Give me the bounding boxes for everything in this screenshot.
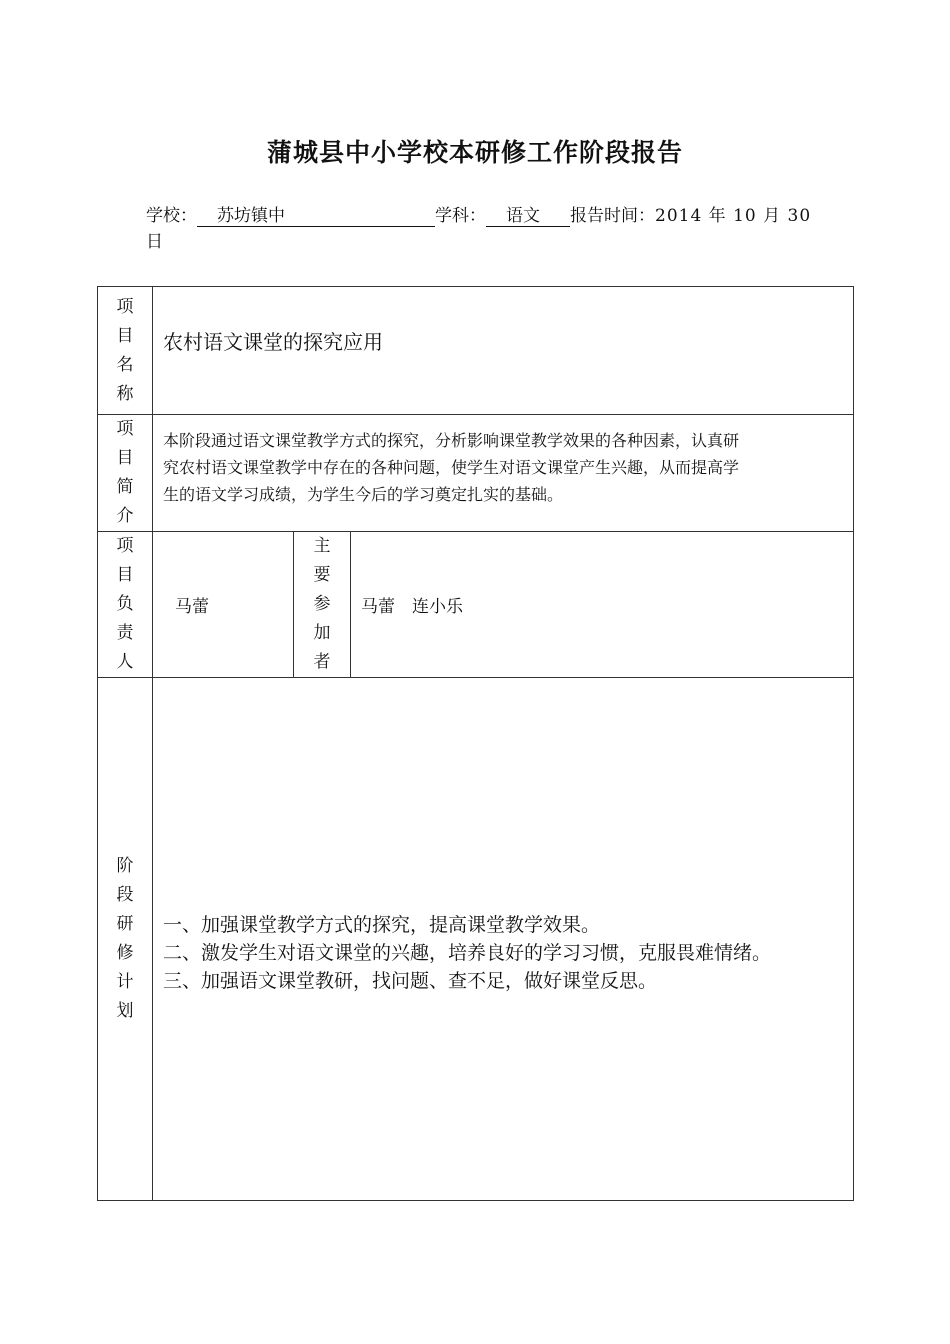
project-name-label: 项 目 名 称: [98, 287, 153, 415]
report-date-label: 报告时间：: [570, 206, 655, 226]
report-date-value: 2014 年 10 月 30: [655, 206, 812, 226]
project-people-row: [98, 532, 854, 678]
stage-plan-label: 阶 段 研 修 计 划: [98, 678, 153, 1201]
project-leader-value: 马蕾: [153, 532, 294, 678]
report-meta: [146, 203, 826, 255]
school-value: 苏坊镇中: [197, 206, 435, 227]
school-label: 学校：: [146, 206, 197, 226]
main-participants-label: 主 要 参 加 者: [294, 532, 351, 678]
plan-line: 一、加强课堂教学方式的探究，提高课堂教学效果。: [163, 914, 601, 936]
report-form-table: [97, 286, 854, 1201]
plan-line: 二、激发学生对语文课堂的兴趣，培养良好的学习习惯，克服畏难情绪。: [163, 942, 772, 964]
intro-line: 生的语文学习成绩，为学生今后的学习奠定扎实的基础。: [163, 485, 564, 504]
project-intro-row: [98, 415, 854, 532]
report-date-suffix: 日: [146, 232, 163, 252]
project-intro-label: 项 目 简 介: [98, 415, 153, 532]
project-name-value: 农村语文课堂的探究应用: [153, 287, 854, 415]
page-title: 蒲城县中小学校本研修工作阶段报告: [266, 138, 683, 167]
stage-plan-text: [153, 678, 854, 1201]
main-participants-value: 马蕾 连小乐: [351, 532, 854, 678]
intro-line: 本阶段通过语文课堂教学方式的探究，分析影响课堂教学效果的各种因素，认真研: [163, 431, 740, 450]
project-intro-text: [153, 415, 854, 532]
intro-line: 究农村语文课堂教学中存在的各种问题，使学生对语文课堂产生兴趣，从而提高学: [163, 458, 740, 477]
plan-line: 三、加强语文课堂教研，找问题、查不足，做好课堂反思。: [163, 970, 658, 992]
subject-label: 学科：: [435, 206, 486, 226]
subject-value: 语文: [486, 206, 570, 227]
project-name-row: [98, 287, 854, 415]
project-leader-label: 项 目 负 责 人: [98, 532, 153, 678]
stage-plan-row: [98, 678, 854, 1201]
